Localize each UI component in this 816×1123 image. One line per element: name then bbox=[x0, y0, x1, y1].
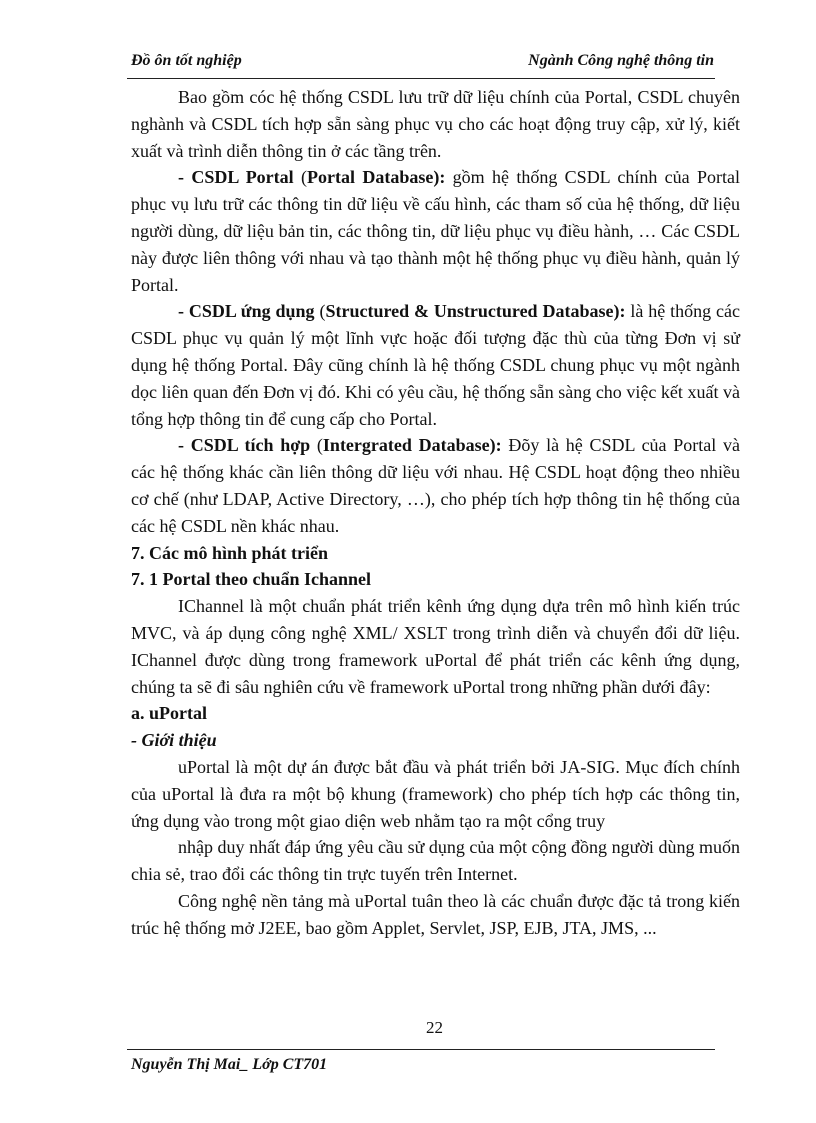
definition-text: gồm hệ thống CSDL chính của Portal phục vụ lưu trữ các thông tin dữ liệu về cấu hình, các tham số của hệ thống, dữ liệu người dùng, dữ liệu bản tin, các thông tin, dữ liệu phục vụ điều hành, … Các CSDL này được liên thông với nhau và tạo thành một hệ thống phục vụ điều hành, quản lý Portal. bbox=[131, 167, 740, 295]
paragraph-integrated-db bbox=[131, 432, 740, 539]
paren: ( bbox=[310, 435, 323, 456]
header-right: Ngành Công nghệ thông tin bbox=[528, 52, 714, 69]
header-rule bbox=[127, 78, 715, 79]
page-body bbox=[131, 84, 740, 942]
paren: ( bbox=[293, 167, 308, 188]
paragraph-intro: Bao gồm cóc hệ thống CSDL lưu trữ dữ liệu chính của Portal, CSDL chuyên nghành và CSDL tích hợp sẵn sàng phục vụ cho các hoạt động truy cập, xử lý, kiết xuất và trình diễn thông tin ở các tầng trên. bbox=[131, 87, 740, 161]
paragraph-uportal-cont: nhập duy nhất đáp ứng yêu cầu sử dụng của một cộng đồng người dùng muốn chia sẻ, trao đổi các thông tin trực tuyến trên Internet. bbox=[131, 837, 740, 885]
term-structured-db: Structured & Unstructured Database): bbox=[325, 301, 626, 322]
section-heading-7-1: 7. 1 Portal theo chuẩn Ichannel bbox=[131, 569, 372, 590]
subheading-intro: - Giới thiệu bbox=[131, 730, 217, 751]
definition-text: là hệ thống các CSDL phục vụ quản lý một lĩnh vực hoặc đối tượng đặc thù của từng Đơn vị sử dụng hệ thống Portal. Đây cũng chính là hệ thống CSDL chung phục vụ một ngành dọc liên quan đến Đơn vị đó. Khi có yêu cầu, hệ thống sẵn sàng cho việc kết xuất và tổng hợp thông tin để cung cấp cho Portal. bbox=[131, 301, 740, 429]
page-number: 22 bbox=[426, 1018, 443, 1037]
footer-author: Nguyễn Thị Mai_ Lớp CT701 bbox=[131, 1056, 328, 1073]
paren: ( bbox=[314, 301, 326, 322]
definition-text: Đõy là hệ CSDL của Portal và các hệ thống khác cần liên thông dữ liệu với nhau. Hệ CSDL hoạt động theo nhiều cơ chế (như LDAP, Active Directory, …), cho phép tích hợp thông tin hệ thống của các hệ CSDL nền khác nhau. bbox=[131, 435, 740, 536]
term-integrated-db: Intergrated Database): bbox=[322, 435, 502, 456]
paragraph-app-db bbox=[131, 298, 740, 432]
paragraph-technology: Công nghệ nền tảng mà uPortal tuân theo là các chuẩn được đặc tả trong kiến trúc hệ thống mở J2EE, bao gồm Applet, Servlet, JSP, EJB, JTA, JMS, ... bbox=[131, 890, 740, 938]
paragraph-portal-db bbox=[131, 164, 740, 298]
term-csdl-portal: - CSDL Portal bbox=[178, 167, 294, 188]
paragraph-uportal: uPortal là một dự án được bắt đầu và phát triển bởi JA-SIG. Mục đích chính của uPortal là đưa ra một bộ khung (framework) cho phép tích hợp các thông tin, ứng dụng vào trong một giao diện web nhằm tạo ra một cổng truy bbox=[131, 756, 740, 831]
footer-rule bbox=[127, 1049, 715, 1050]
paragraph-ichannel: IChannel là một chuẩn phát triển kênh ứng dụng dựa trên mô hình kiến trúc MVC, và áp dụng công nghệ XML/ XSLT trong trình diễn và chuyển đổi dữ liệu. IChannel được dùng trong framework uPortal để phát triển các kênh ứng dụng, chúng ta sẽ đi sâu nghiên cứu về framework uPortal trong những phần dưới đây: bbox=[131, 596, 740, 697]
term-csdl-ung-dung: - CSDL ứng dụng bbox=[178, 301, 315, 322]
term-csdl-tich-hop: - CSDL tích hợp bbox=[178, 435, 311, 456]
term-portal-database: Portal Database): bbox=[307, 167, 446, 188]
section-heading-7: 7. Các mô hình phát triển bbox=[131, 542, 329, 563]
header-left: Đồ ôn tốt nghiệp bbox=[131, 52, 242, 69]
section-heading-a: a. uPortal bbox=[131, 703, 207, 724]
